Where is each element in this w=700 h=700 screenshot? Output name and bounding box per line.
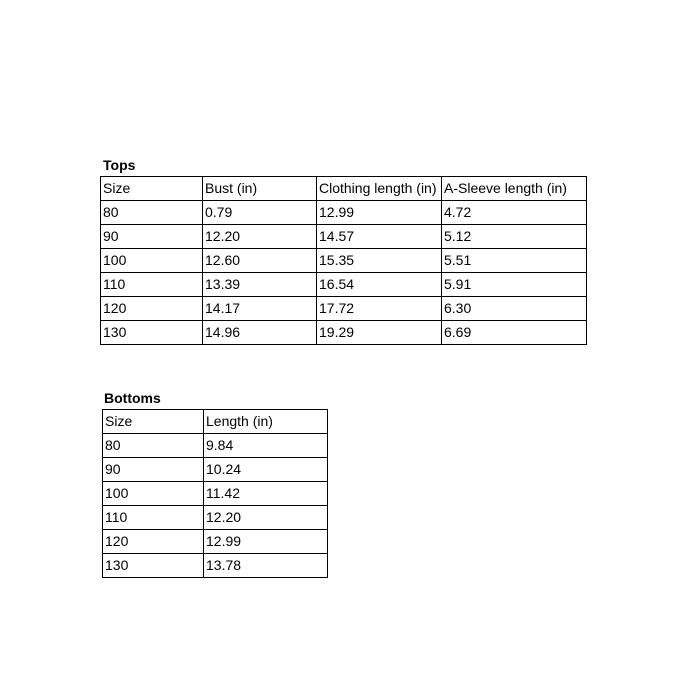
- table-cell: 80: [101, 201, 203, 225]
- table-row: [103, 434, 328, 458]
- table-cell: 10.24: [204, 458, 328, 482]
- table-cell: 120: [101, 297, 203, 321]
- table-row: [101, 249, 587, 273]
- table-cell: 13.78: [204, 554, 328, 578]
- table-cell: 100: [101, 249, 203, 273]
- table-cell: 110: [101, 273, 203, 297]
- table-row: [101, 225, 587, 249]
- table-cell: 5.91: [442, 273, 587, 297]
- table-cell: 14.57: [317, 225, 442, 249]
- table-cell: 130: [103, 554, 204, 578]
- table-cell: 17.72: [317, 297, 442, 321]
- header-cell-length: Length (in): [204, 410, 328, 434]
- table-cell: 12.20: [203, 225, 317, 249]
- table-cell: 110: [103, 506, 204, 530]
- table-cell: 0.79: [203, 201, 317, 225]
- table-cell: 12.99: [317, 201, 442, 225]
- table-row: [103, 482, 328, 506]
- header-cell-sleeve-length: A-Sleeve length (in): [442, 177, 587, 201]
- table-cell: 120: [103, 530, 204, 554]
- table-header-row: [101, 177, 587, 201]
- table-cell: 11.42: [204, 482, 328, 506]
- header-cell-size: Size: [101, 177, 203, 201]
- table-cell: 13.39: [203, 273, 317, 297]
- table-cell: 9.84: [204, 434, 328, 458]
- table-cell: 4.72: [442, 201, 587, 225]
- header-cell-size: Size: [103, 410, 204, 434]
- table-cell: 12.99: [204, 530, 328, 554]
- table-row: [103, 530, 328, 554]
- header-cell-clothing-length: Clothing length (in): [317, 177, 442, 201]
- table-cell: 14.17: [203, 297, 317, 321]
- table-row: [103, 506, 328, 530]
- header-cell-bust: Bust (in): [203, 177, 317, 201]
- tops-size-table: [100, 176, 587, 345]
- table-row: [101, 273, 587, 297]
- table-cell: 90: [103, 458, 204, 482]
- table-cell: 14.96: [203, 321, 317, 345]
- table-row: [101, 201, 587, 225]
- table-cell: 100: [103, 482, 204, 506]
- table-cell: 16.54: [317, 273, 442, 297]
- table-cell: 6.30: [442, 297, 587, 321]
- table-row: [103, 458, 328, 482]
- table-cell: 12.60: [203, 249, 317, 273]
- table-cell: 12.20: [204, 506, 328, 530]
- table-cell: 5.51: [442, 249, 587, 273]
- table-cell: 15.35: [317, 249, 442, 273]
- table-header-row: [103, 410, 328, 434]
- bottoms-size-table: [102, 409, 328, 578]
- table-cell: 6.69: [442, 321, 587, 345]
- table-cell: 5.12: [442, 225, 587, 249]
- tops-section-title: Tops: [103, 157, 136, 173]
- bottoms-section-title: Bottoms: [104, 390, 161, 406]
- table-cell: 19.29: [317, 321, 442, 345]
- table-cell: 90: [101, 225, 203, 249]
- table-cell: 80: [103, 434, 204, 458]
- table-row: [101, 297, 587, 321]
- table-row: [103, 554, 328, 578]
- table-row: [101, 321, 587, 345]
- table-cell: 130: [101, 321, 203, 345]
